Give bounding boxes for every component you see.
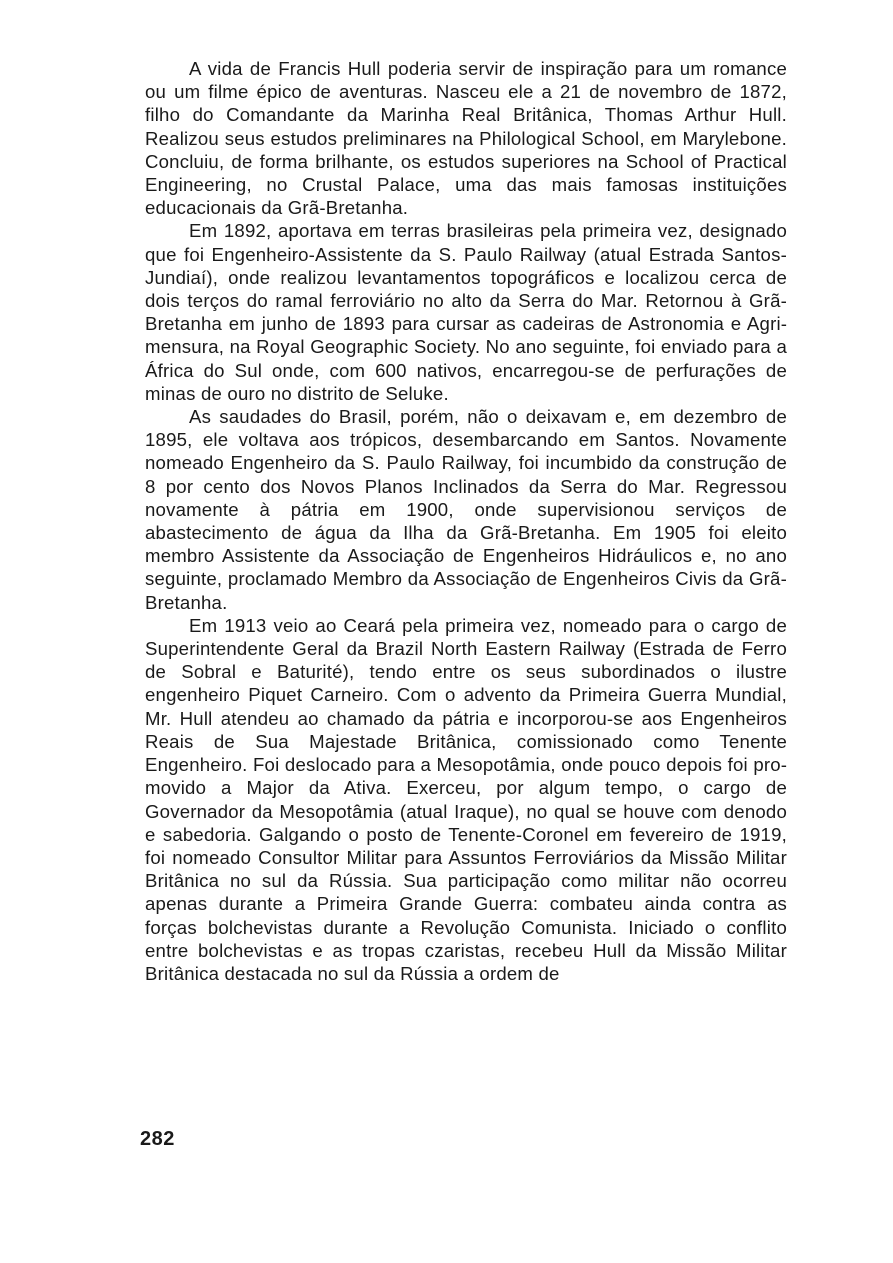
body-text	[145, 57, 787, 985]
paragraph-2: Em 1892, aportava em terras brasileiras pela primeira vez, designado que foi Engenheiro-Assistente da S. Paulo Railway (atual Estrada Santos-Jundiaí), onde realizou levantamentos topográficos e localizou cerca de dois terços do ramal ferroviário no alto da Serra do Mar. Retornou à Grã-Bretanha em junho de 1893 para cursar as cadeiras de Astronomia e Agrimensura, na Royal Geographic Society. No ano seguinte, foi enviado para a África do Sul onde, com 600 nativos, encarregou-se de perfurações de minas de ouro no distrito de Seluke.	[145, 220, 787, 404]
paragraph-4: Em 1913 veio ao Ceará pela primeira vez, nomeado para o cargo de Superintendente Geral da Brazil North Eastern Railway (Estrada de Ferro de Sobral e Baturité), tendo entre os seus subordinados o ilustre engenheiro Piquet Carneiro. Com o advento da Primeira Guerra Mundial, Mr. Hull atendeu ao chamado da pátria e incorporou-se aos Engenheiros Reais de Sua Majestade Britânica, comissionado como Tenente Engenheiro. Foi deslocado para a Mesopotâmia, onde pouco depois foi promovido a Major da Ativa. Exerceu, por algum tempo, o cargo de Governador da Mesopotâmia (atual Iraque), no qual se houve com denodo e sabedoria. Galgando o posto de Tenente-Coronel em fevereiro de 1919, foi nomeado Consultor Militar para Assuntos Ferroviários da Missão Militar Britânica no sul da Rússia. Sua participação como militar não ocorreu apenas durante a Primeira Grande Guerra: combateu ainda contra as forças bolchevistas durante a Revolução Comunista. Iniciado o conflito entre bolchevistas e as tropas czaristas, recebeu Hull da Missão Militar Britânica destacada no sul da Rússia a ordem de	[145, 614, 787, 984]
paragraph-3: As saudades do Brasil, porém, não o deixavam e, em dezembro de 1895, ele voltava aos trópicos, desembarcando em Santos. Novamente nomeado Engenheiro da S. Paulo Railway, foi incumbido da construção de 8 por cento dos Novos Planos Inclinados da Serra do Mar. Regressou novamente à pátria em 1900, onde supervisionou serviços de abastecimento de água da Ilha da Grã-Bretanha. Em 1905 foi eleito membro Assistente da Associação de Engenheiros Hidráulicos e, no ano seguinte, proclamado Membro da Associação de Engenheiros Civis da Grã-Bretanha.	[145, 406, 787, 613]
paragraph-1: A vida de Francis Hull poderia servir de inspiração para um romance ou um filme épico de aventuras. Nasceu ele a 21 de novembro de 1872, filho do Comandante da Marinha Real Britânica, Thomas Arthur Hull. Realizou seus estudos preliminares na Philological School, em Marylebone. Concluiu, de forma brilhante, os estudos superiores na School of Practical Engineering, no Crustal Palace, uma das mais famosas instituições educacionais da Grã-Bretanha.	[145, 58, 787, 219]
page-number: 282	[140, 1128, 175, 1150]
